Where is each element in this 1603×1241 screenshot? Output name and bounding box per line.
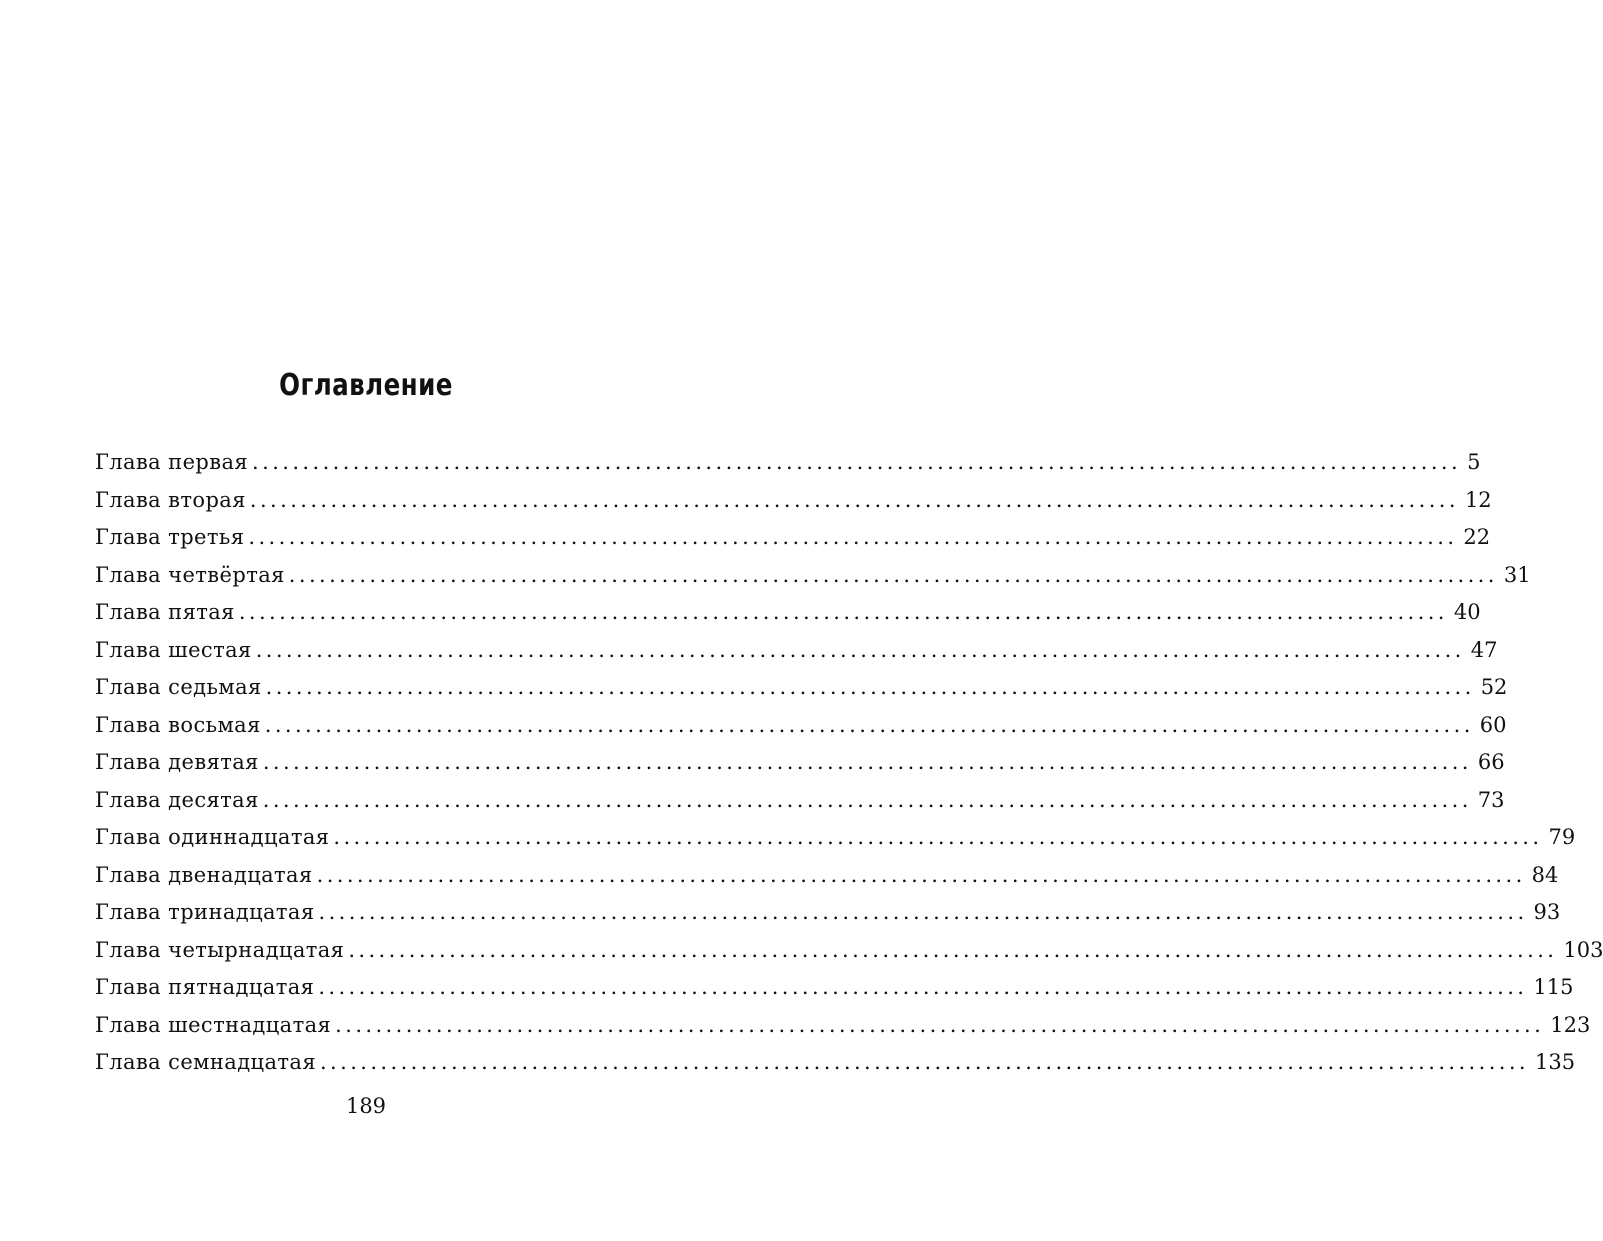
- toc-entry-title: Глава одиннадцатая: [95, 825, 330, 849]
- dot-leader: ........................................................................................................................: [248, 525, 1458, 549]
- page-title: Оглавление: [279, 368, 453, 404]
- toc-entry-title: Глава шестая: [95, 637, 252, 662]
- toc-entry-title: Глава четырнадцатая: [95, 937, 345, 962]
- toc-entry: [95, 857, 1559, 895]
- dot-leader: ........................................................................................................................: [252, 450, 1462, 474]
- toc-entry-page: 40: [1453, 600, 1481, 624]
- table-of-contents: [95, 444, 1603, 1082]
- toc-entry: [95, 557, 1531, 595]
- toc-entry: [95, 782, 1505, 820]
- dot-leader: ........................................................................................................................: [319, 1050, 1530, 1074]
- page-number: 189: [345, 1094, 387, 1118]
- toc-entry-page: 123: [1550, 1012, 1591, 1037]
- dot-leader: ........................................................................................................................: [238, 600, 1448, 624]
- toc-entry-page: 84: [1531, 862, 1559, 887]
- toc-entry-title: Глава четвёртая: [95, 562, 285, 587]
- toc-entry: [95, 594, 1481, 632]
- toc-entry-title: Глава седьмая: [95, 675, 262, 699]
- toc-entry: [95, 1044, 1576, 1082]
- toc-entry: [95, 819, 1576, 857]
- toc-entry-title: Глава десятая: [95, 787, 259, 812]
- toc-entry-page: 60: [1479, 712, 1507, 737]
- toc-entry-page: 22: [1463, 525, 1491, 549]
- toc-entry-page: 52: [1480, 675, 1508, 699]
- dot-leader: ........................................................................................................................: [265, 675, 1475, 699]
- toc-entry-title: Глава шестнадцатая: [95, 1012, 332, 1037]
- toc-entry-title: Глава первая: [95, 450, 249, 474]
- toc-entry-page: 5: [1467, 450, 1481, 474]
- dot-leader: ........................................................................................................................: [288, 562, 1498, 587]
- toc-entry-page: 31: [1503, 562, 1531, 587]
- toc-entry-title: Глава пятая: [95, 600, 235, 624]
- dot-leader: ........................................................................................................................: [318, 900, 1528, 924]
- toc-entry-title: Глава тринадцатая: [95, 900, 315, 924]
- toc-entry-page: 103: [1563, 937, 1603, 962]
- toc-entry-title: Глава восьмая: [95, 712, 261, 737]
- toc-entry: [95, 482, 1492, 520]
- toc-entry-title: Глава пятнадцатая: [95, 975, 315, 999]
- toc-entry: [95, 707, 1507, 745]
- toc-entry-page: 79: [1548, 825, 1576, 849]
- toc-entry: [95, 744, 1505, 782]
- toc-entry-page: 93: [1533, 900, 1561, 924]
- toc-entry-title: Глава вторая: [95, 487, 246, 512]
- dot-leader: ........................................................................................................................: [335, 1012, 1545, 1037]
- toc-entry-page: 66: [1477, 750, 1505, 774]
- toc-entry: [95, 519, 1491, 557]
- toc-entry-title: Глава третья: [95, 525, 245, 549]
- toc-entry: [95, 444, 1481, 482]
- toc-entry: [95, 932, 1603, 970]
- dot-leader: ........................................................................................................................: [249, 487, 1459, 512]
- toc-entry-title: Глава двенадцатая: [95, 862, 313, 887]
- toc-entry-title: Глава девятая: [95, 750, 259, 774]
- dot-leader: ........................................................................................................................: [262, 787, 1472, 812]
- dot-leader: ........................................................................................................................: [348, 937, 1558, 962]
- dot-leader: ........................................................................................................................: [255, 637, 1465, 662]
- toc-entry: [95, 969, 1574, 1007]
- dot-leader: ........................................................................................................................: [318, 975, 1528, 999]
- toc-entry: [95, 1007, 1591, 1045]
- toc-entry-page: 115: [1533, 975, 1574, 999]
- toc-entry-page: 135: [1535, 1050, 1576, 1074]
- dot-leader: ........................................................................................................................: [262, 750, 1472, 774]
- toc-entry-page: 12: [1464, 487, 1492, 512]
- toc-entry-page: 47: [1470, 637, 1498, 662]
- dot-leader: ........................................................................................................................: [316, 862, 1526, 887]
- toc-entry: [95, 894, 1561, 932]
- toc-entry: [95, 632, 1498, 670]
- toc-entry-page: 73: [1477, 787, 1505, 812]
- dot-leader: ........................................................................................................................: [333, 825, 1543, 849]
- toc-entry-title: Глава семнадцатая: [95, 1050, 316, 1074]
- toc-entry: [95, 669, 1508, 707]
- dot-leader: ........................................................................................................................: [264, 712, 1474, 737]
